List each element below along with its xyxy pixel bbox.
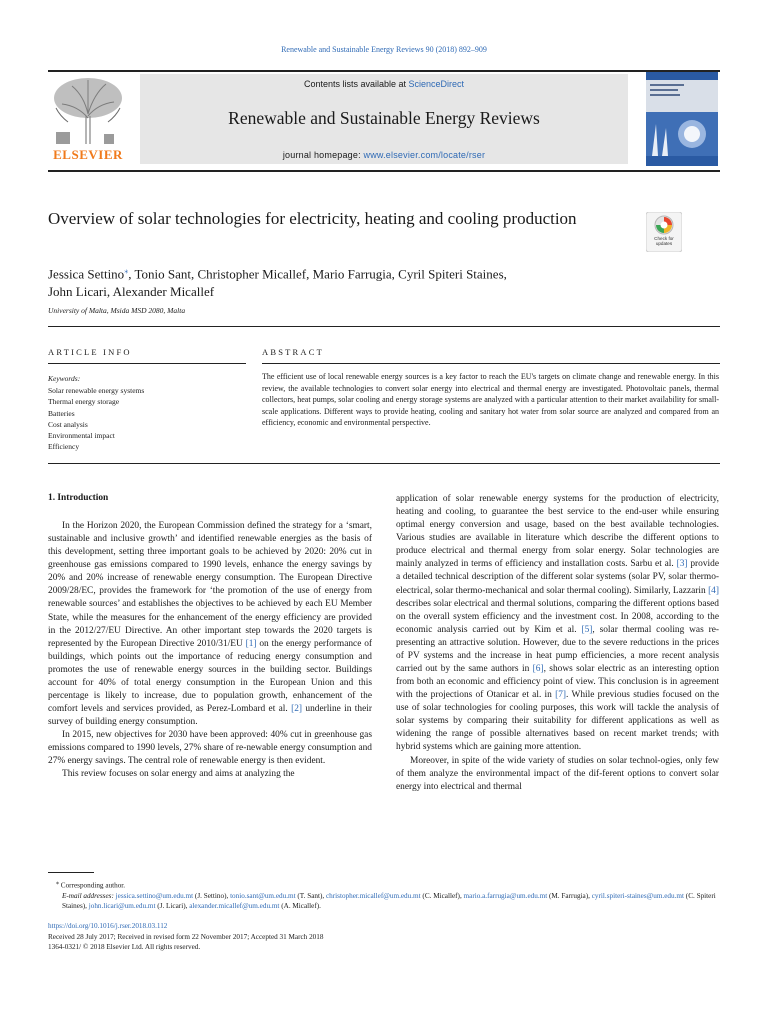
body-column-left [48, 520, 372, 782]
article-metadata [48, 921, 323, 953]
keyword-item: Batteries [48, 408, 75, 418]
text-run: In the Horizon 2020, the European Commission defined the strategy for a ‘smart, sustainable and inclusive growth’ and identified renewable energies as the basis of this development, setting three important goals to be achieved by 2020: 20% cut in greenhouse gas emissions compared to 1990 levels, enhance the energy savings by 20% and 20% increase of renewable energy consumption. The European Directive 2009/28/EC, provides the framework for ‘the promotion of the use of energy from renewable sources’ and establishes the objectives to be achieved by each EU Member State, while the measures for the enhancement of the energy efficiency are provided in the 2012/27/EU Directive. An other important step towards the 2020 targets is represented by the European Directive 2010/31/EU [48, 521, 372, 649]
check-for-updates-badge[interactable] [646, 212, 682, 252]
email-link[interactable]: cyril.spiteri-staines@um.edu.mt [591, 891, 684, 900]
email-link[interactable]: john.licari@um.edu.mt [88, 902, 156, 911]
footnote-rule [48, 872, 94, 873]
contents-prefix: Contents lists available at [303, 79, 409, 89]
paragraph: Moreover, in spite of the wide variety of studies on solar technol-ogies, only few of them analyze the environmental impact of the dif-ferent options to convert solar energy into electrical and thermal [396, 755, 719, 792]
contents-available [140, 79, 628, 89]
email-label: E-mail addresses: [62, 891, 114, 900]
text-run: application of solar renewable energy systems for the production of electricity, heating and cooling, to guarantee the best service to the end-user while ensuring optimal energy conversion and usage, based on the best available technologies. Various studies are available in literature which describe the different options to produce electrical and thermal energy from solar energy. Solar technologies are mainly analyzed in terms of efficiency and installation costs. Sarbu et al. [396, 494, 719, 570]
doi-link[interactable]: https://doi.org/10.1016/j.rser.2018.03.112 [48, 922, 168, 930]
copyright: 1364-0321/ © 2018 Elsevier Ltd. All rights reserved. [48, 943, 201, 952]
keywords-label: Keywords: [48, 374, 81, 383]
text-run: on the energy performance of buildings, which points out the importance of reducing energy consumption and promotes the use of renewable energy sources in the building sector. Buildings account for 40% of total energy consumption in the European Union and this percentage is likely to increase, due to population growth, enhancement of the comfort levels and services provided, as Perez-Lombard et al. [48, 638, 372, 715]
reference-link[interactable]: [5] [581, 624, 593, 635]
text-run: , shows solar electric as an interesting option from both an economic and efficiency point of view. This conclusion is in agreement with the projections of Otanicar et al. in [396, 664, 720, 701]
email-owner: (J. Licari) [157, 902, 186, 911]
keyword-item: Solar renewable energy systems [48, 386, 145, 395]
email-owner: (T. Sant) [297, 891, 323, 900]
reference-link[interactable]: [6] [532, 664, 544, 675]
email-addresses: E-mail addresses: jessica.settino@um.edu.mt (J. Settino), tonio.sant@um.edu.mt (T. Sant), christopher.micallef@um.edu.mt (C. Micallef), mario.a.farrugia@um.edu.mt (M. Farrugia), cyril.spiteri-staines@um.edu.mt (C. Spiteri Staines), john.licari@um.edu.mt (J. Licari), alexander.micallef@um.edu.mt (A. Micallef). [62, 891, 716, 911]
email-owner: (A. Micallef) [281, 902, 320, 911]
badge-line-1: Check for [654, 236, 674, 241]
paragraph [48, 520, 372, 729]
journal-title: Renewable and Sustainable Energy Reviews [228, 108, 540, 128]
journal-homepage [140, 150, 628, 160]
email-link[interactable]: alexander.micallef@um.edu.mt [189, 902, 280, 911]
publisher-wordmark: ELSEVIER [53, 147, 123, 162]
author-line-1 [48, 262, 618, 283]
sciencedirect-link[interactable]: ScienceDirect [408, 79, 465, 89]
reference-link[interactable]: [3] [676, 559, 688, 570]
journal-citation[interactable]: Renewable and Sustainable Energy Reviews 90 (2018) 892–909 [281, 45, 487, 54]
affiliation: University of Malta, Msida MSD 2080, Malta [48, 306, 186, 315]
email-owner: (C. Spiteri Staines) [62, 891, 716, 911]
email-owner: (C. Micallef) [422, 891, 460, 900]
section-heading-introduction: 1. Introduction [48, 493, 109, 503]
keyword-item: Cost analysis [48, 419, 88, 429]
footnote [48, 878, 720, 912]
text-run: underline in their survey of building energy consumption. [48, 704, 372, 728]
paragraph: In 2015, new objectives for 2030 have been approved: 40% cut in greenhouse gas emissions compared to 1990 levels, 27% share of re-newable energy consumption and 27% energy savings. The central role of renewable energy is then evident. [48, 730, 372, 767]
article-info-label: ARTICLE INFO [48, 347, 132, 357]
keyword-item: Environmental impact [48, 431, 115, 441]
header-top-rule [48, 70, 720, 72]
reference-link[interactable]: [4] [708, 585, 719, 596]
email-link[interactable]: mario.a.farrugia@um.edu.mt [463, 891, 548, 900]
corresponding-author-mark[interactable]: ⁎ [124, 266, 129, 275]
journal-cover-image [646, 72, 718, 166]
body-column-right [396, 493, 719, 794]
article-title: Overview of solar technologies for electricity, heating and cooling production [48, 209, 577, 228]
reference-link[interactable]: [7] [555, 690, 567, 701]
rule-below-abstract [48, 463, 720, 464]
email-link[interactable]: jessica.settino@um.edu.mt [115, 891, 194, 900]
email-owner: (J. Settino) [194, 891, 227, 900]
reference-link[interactable]: [1] [245, 638, 257, 649]
paragraph [396, 493, 719, 755]
corresponding-note [48, 878, 720, 891]
keywords-list [48, 385, 144, 453]
email-link[interactable]: christopher.micallef@um.edu.mt [325, 891, 421, 900]
email-owner: (M. Farrugia) [549, 891, 589, 900]
text-run: . While previous studies focused on the use of solar technologies for cooling purposes, this work will tackle the analysis of solar systems by comparing their suitability for different applications as well as widening the range of possible alternatives based on recent market trends; with hybrid systems which are gaining more attention. [396, 690, 719, 753]
homepage-prefix: journal homepage: [282, 150, 364, 160]
homepage-link[interactable]: www.elsevier.com/locate/rser [363, 150, 486, 160]
author-list [48, 262, 618, 301]
author-first: Jessica Settino [48, 266, 125, 282]
keyword-item: Efficiency [48, 442, 80, 452]
article-info-rule [48, 363, 246, 364]
text-run: provide a detailed technical description of the different solar systems (solar PV, solar thermo-electrical, solar thermo-mechanical and solar thermal cooling). Similarly, Lazzarin [396, 559, 719, 596]
abstract-text: The efficient use of local renewable energy sources is a key factor to reach the EU's targets on climate change and renewable energy. In this review, the available technologies to convert solar energy into electrical and thermal energy are investigated. Photovoltaic panels, thermal collectors, heat pumps, solar cooling and energy storage systems are analyzed with a particular attention to their market availability for small-scale applications. Different ways to provide heating, cooling and sanitary hot water from solar source are analyzed and compared from an efficiency, economic and environmental perspective. [262, 372, 719, 427]
footnote-mark: ⁎ [56, 880, 59, 886]
text-run: describes solar electrical and thermal solutions, comparing the different options based on the overall system efficiency and the investment cost. In 2008, according to the economic analysis carried out by Kim et al. [396, 598, 719, 635]
paragraph: This review focuses on solar energy and aims at analyzing the [62, 769, 295, 780]
rule-above-info [48, 326, 720, 327]
authors-rest: , Tonio Sant, Christopher Micallef, Mario Farrugia, Cyril Spiteri Staines, [128, 266, 507, 282]
reference-link[interactable]: [2] [291, 704, 303, 715]
abstract-top-rule [262, 363, 720, 364]
badge-line-2: updates [655, 241, 673, 247]
text-run: , solar thermal cooling was re-presenting an attractive solution. However, due to the severe reductions in the prices of PV systems and the increase in heat pump efficiencies, a more recent analysis carried out by the same authors in [396, 624, 719, 675]
received-dates: Received 28 July 2017; Received in revised form 22 November 2017; Accepted 31 March 2018 [48, 932, 324, 941]
author-line-2: John Licari, Alexander Micallef [48, 284, 215, 300]
abstract-label: ABSTRACT [262, 347, 324, 357]
email-link[interactable]: tonio.sant@um.edu.mt [230, 891, 296, 900]
corresponding-text: Corresponding author. [60, 881, 126, 890]
header-bottom-rule [48, 170, 720, 172]
keyword-item: Thermal energy storage [48, 397, 120, 407]
